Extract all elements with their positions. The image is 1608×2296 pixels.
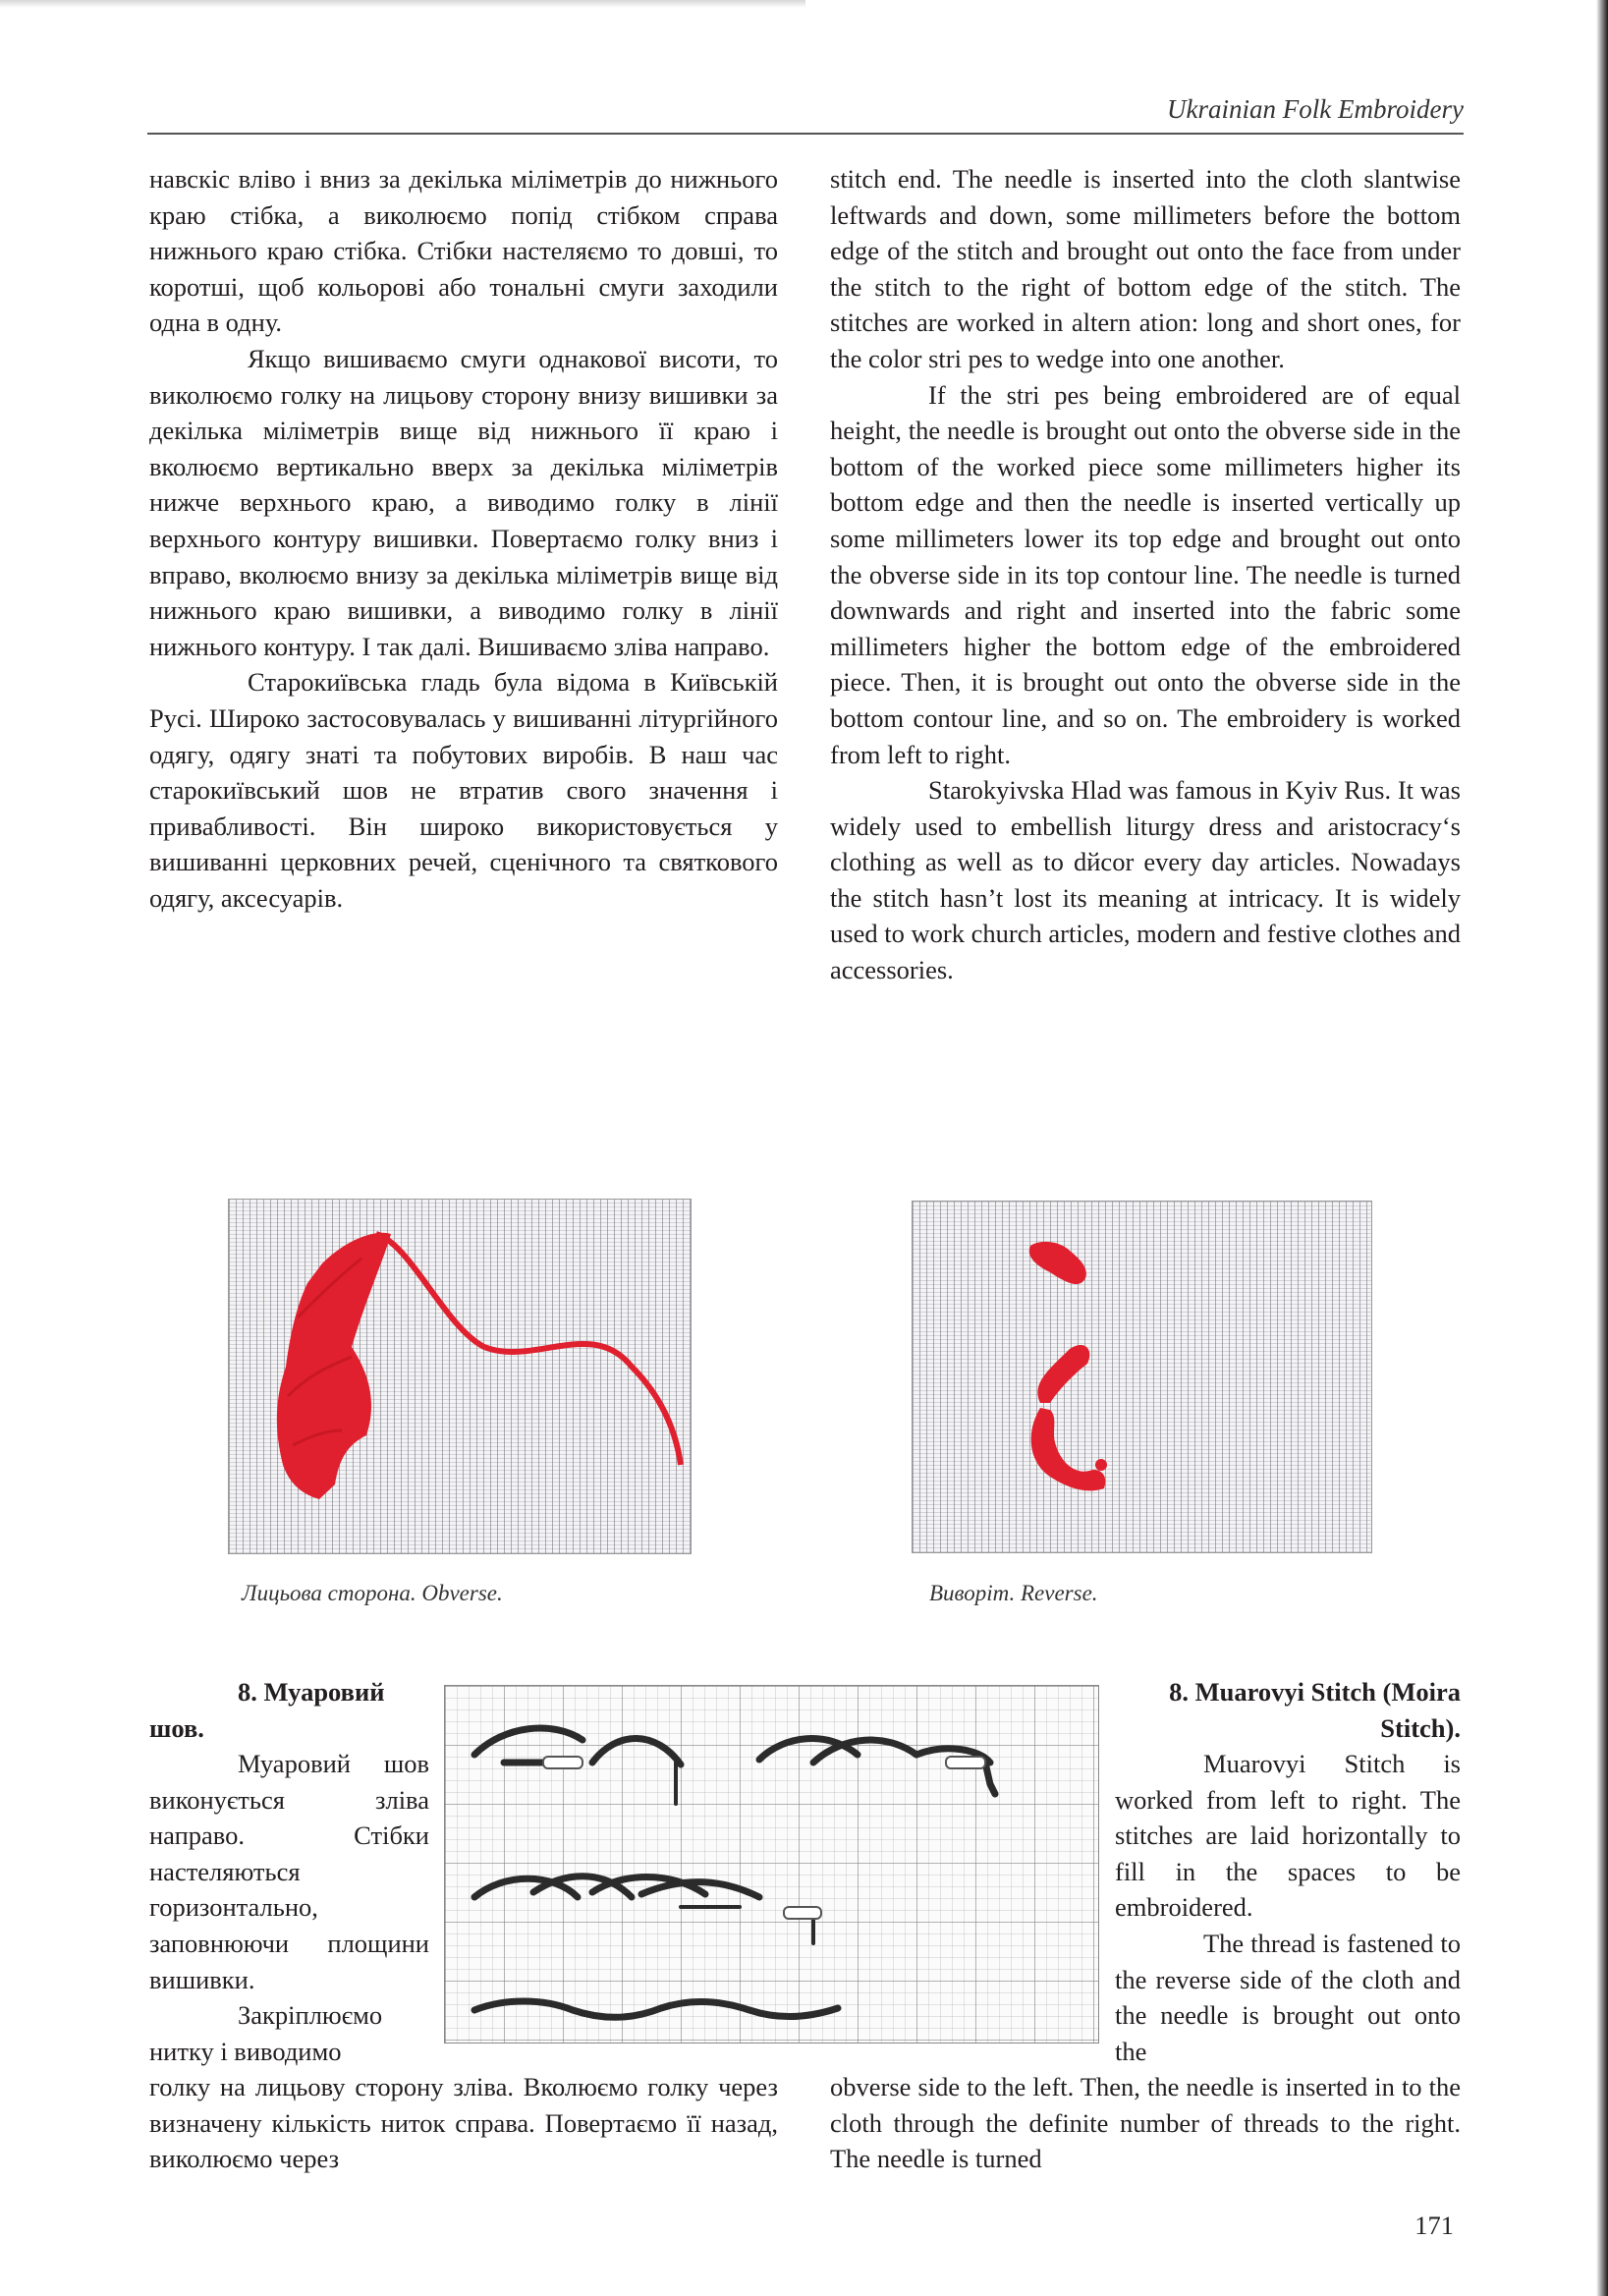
section-8-en-continuation: obverse side to the left. Then, the needle is inserted in to the cloth through the definite number of threads to the right. The needle is turned [830, 2072, 1461, 2174]
section-8-uk-title [149, 1674, 429, 1746]
section-8-uk-para-2: Закріплюємо нитку і виводимо [149, 2000, 383, 2066]
en-paragraph-3: Starokyivska Hlad was famous in Kyiv Rus. It was widely used to embellish liturgy dress and aristocracy‘s clothing as well as to dйcor every day articles. Nowadays the stitch hasn’t lost its meaning at intricacy. It is widely used to work church articles, modern and festive clothes and accessories. [830, 775, 1461, 985]
obverse-caption: Лицьова сторона. Obverse. [242, 1581, 503, 1605]
en-paragraph-1: stitch end. The needle is inserted into the cloth slantwise leftwards and down, some millimeters before the bottom edge of the stitch and brought out onto the face from under the stitch to the right of bottom edge of the stitch. The stitches are worked in altern ation: long and short ones, for the color stri pes to wedge into one another. [830, 164, 1461, 373]
header-rule [147, 133, 1464, 135]
moira-stitch-drawing [445, 1686, 1098, 2043]
section-8-uk-continuation: голку на лицьову сторону зліва. Вколюємо голку через визначену кількість ниток справа. Повертаємо її назад, виколюємо через [149, 2072, 778, 2174]
running-head: Ukrainian Folk Embroidery [1167, 94, 1464, 124]
reverse-embroidery-image [913, 1202, 1371, 1552]
obverse-photo [228, 1199, 692, 1554]
uk-paragraph-3: Старокиївська гладь була відома в Київській Русі. Широко застосовувалась у вишиванні літургійного одягу, одягу знаті та побутових виробів. В наш час старокиївський шов не втратив свого значення і привабливості. Він широко використовується у вишиванні церковних речей, сценічного та святкового одягу, аксесуарів. [149, 667, 778, 913]
uk-paragraph-1: навскіс вліво і вниз за декілька міліметрів до нижнього краю стібка, а виколюємо попід стібком справа нижнього краю стібка. Стібки настеляємо то довші, то коротші, щоб кольорові або тональні смуги заходили одна в одну. [149, 164, 778, 338]
section-8-en-para-1: Muarovyi Stitch is worked from left to right. The stitches are laid horizontally to fill in the spaces to be embroidered. [1115, 1749, 1461, 1923]
reverse-photo [912, 1201, 1372, 1553]
uk-paragraph-2: Якщо вишиваємо смуги однакової висоти, то виколюємо голку на лицьову сторону внизу вишивки за декілька міліметрів вище від нижнього її краю і вколюємо вертикально вверх за декілька міліметрів нижче верхнього краю, а виводимо голку в лінії верхнього контуру вишивки. Повертаємо голку вниз і вправо, вколюємо внизу за декілька міліметрів вище від нижнього краю вишивки, а виводимо голку в лінії нижнього контуру. І так далі. Вишиваємо зліва направо. [149, 343, 778, 661]
scan-edge-top [0, 0, 805, 8]
section-8-uk-title-num: 8. Муаровий [238, 1677, 385, 1707]
obverse-embroidery-image [229, 1200, 691, 1553]
moira-stitch-diagram [444, 1685, 1099, 2044]
section-8-uk-para-1: Муаровий шов виконується зліва направо. Стібки настеляються горизонтально, заповнюючи площини вишивки. [149, 1749, 429, 1994]
section-8-uk-body [149, 1746, 429, 2069]
scan-edge-right [1596, 0, 1608, 2296]
reverse-caption: Виворіт. Reverse. [929, 1581, 1098, 1605]
english-column [830, 161, 1461, 988]
section-8-en-title: 8. Muarovyi Stitch (Moira Stitch). [1169, 1677, 1461, 1743]
section-8-uk-title-rest: шов. [149, 1712, 204, 1743]
page-number: 171 [1414, 2211, 1454, 2240]
en-paragraph-2: If the stri pes being embroidered are of equal height, the needle is brought out onto the obverse side in the bottom of the worked piece some millimeters higher its bottom edge and then the needle is inserted vertically up some millimeters lower its top edge and brought out onto the obverse side in its top contour line. The needle is turned downwards and right and inserted into the fabric some millimeters higher the bottom edge of the embroidered piece. Then, it is brought out onto the obverse side in the bottom contour line, and so on. The embroidery is worked from left to right. [830, 379, 1461, 769]
ukrainian-column [149, 161, 778, 916]
section-8-en-para-2: The thread is fastened to the reverse side of the cloth and the needle is brought out onto the [1115, 1928, 1461, 2066]
section-8-en-body [1115, 1746, 1461, 2069]
